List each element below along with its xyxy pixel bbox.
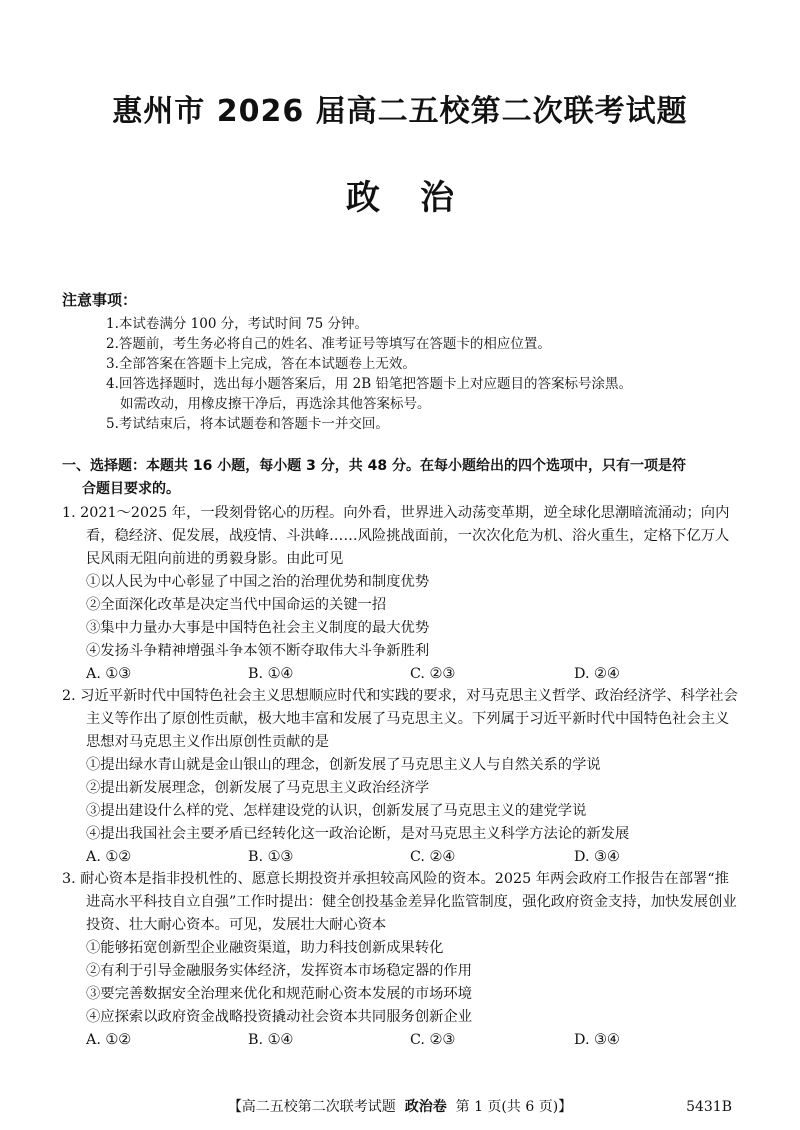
question-option: ④提出我国社会主要矛盾已经转化这一政治论断，是对马克思主义科学方法论的新发展 — [86, 826, 630, 842]
choice-a: A. ①② — [86, 1032, 132, 1048]
exam-title: 惠州市 2026 届高二五校第二次联考试题 — [112, 94, 688, 129]
question-option: ②有利于引导金融服务实体经济，发挥资本市场稳定器的作用 — [86, 963, 473, 979]
question-option: ①以人民为中心彰显了中国之治的治理优势和制度优势 — [86, 574, 430, 590]
choice-b: B. ①④ — [248, 1032, 294, 1048]
choice-a: A. ①③ — [86, 666, 132, 682]
section-heading-line1: 一、选择题：本题共 16 小题，每小题 3 分，共 48 分。在每小题给出的四个选项中，只有一项是符 — [62, 458, 686, 474]
answer-choices — [62, 1029, 742, 1052]
answer-choices — [62, 663, 742, 686]
choice-c: C. ②③ — [410, 666, 456, 682]
answer-choices — [62, 846, 742, 869]
choice-d: D. ③④ — [574, 1032, 620, 1048]
question-stem: 2. 习近平新时代中国特色社会主义思想顺应时代和实践的要求，对马克思主义哲学、政治经济学、科学社会主义等作出了原创性贡献，极大地丰富和发展了马克思主义。下列属于习近平新时代中国特色社会主义思想对马克思主义作出原创性贡献的是 — [62, 688, 738, 750]
question-option: ③集中力量办大事是中国特色社会主义制度的最大优势 — [86, 620, 430, 636]
notice-heading: 注意事项： — [62, 291, 138, 309]
notice-item: 3.全部答案在答题卡上完成，答在本试题卷上无效。 — [106, 356, 416, 372]
footer-subject: 政治卷 — [404, 1099, 447, 1115]
notice-item: 2.答题前，考生务必将自己的姓名、准考证号等填写在答题卡的相应位置。 — [106, 336, 551, 352]
question-stem: 1. 2021～2025 年，一段刻骨铭心的历程。向外看，世界进入动荡变革期，逆全球化思潮暗流涌动；向内看，稳经济、促发展，战疫情、斗洪峰……风险挑战面前，一次次化危为机、浴火重生，定格下亿万人民风雨无阻向前进的勇毅身影。由此可见 — [62, 505, 730, 567]
footer-paper-code: 5431B — [686, 1099, 732, 1115]
question-stem: 3. 耐心资本是指非投机性的、愿意长期投资并承担较高风险的资本。2025 年两会政府工作报告在部署“推进高水平科技自立自强”工作时提出：健全创投基金差异化监管制度，强化政府资金支持，加快发展创业投资、壮大耐心资本。可见，发展壮大耐心资本 — [62, 871, 737, 933]
notice-block — [62, 290, 762, 434]
question-3 — [62, 868, 742, 1052]
question-option: ④发扬斗争精神增强斗争本领不断夺取伟大斗争新胜利 — [86, 643, 430, 659]
notice-list — [106, 314, 762, 434]
choice-b: B. ①③ — [248, 849, 294, 865]
question-1 — [62, 502, 742, 686]
page-footer — [0, 1097, 800, 1117]
question-option: ②提出新发展理念，创新发展了马克思主义政治经济学 — [86, 780, 430, 796]
choice-a: A. ①② — [86, 849, 132, 865]
question-option: ①提出绿水青山就是金山银山的理念，创新发展了马克思主义人与自然关系的学说 — [86, 757, 601, 773]
footer-page-number: 第 1 页(共 6 页)】 — [455, 1099, 573, 1115]
choice-b: B. ①④ — [248, 666, 294, 682]
section-heading — [62, 455, 738, 501]
section-heading-line2: 合题目要求的。 — [82, 481, 180, 497]
question-option: ③要完善数据安全治理来优化和规范耐心资本发展的市场环境 — [86, 986, 473, 1002]
choice-d: D. ②④ — [574, 666, 620, 682]
question-option: ①能够拓宽创新型企业融资渠道，助力科技创新成果转化 — [86, 940, 444, 956]
question-option: ③提出建设什么样的党、怎样建设党的认识，创新发展了马克思主义的建党学说 — [86, 803, 587, 819]
subject-title: 政治 — [346, 178, 494, 218]
notice-item-continuation: 如需改动，用橡皮擦干净后，再选涂其他答案标号。 — [120, 396, 431, 412]
choice-c: C. ②④ — [410, 849, 456, 865]
choice-c: C. ②③ — [410, 1032, 456, 1048]
notice-item: 5.考试结束后，将本试题卷和答题卡一并交回。 — [106, 416, 389, 432]
footer-exam-name: 【高二五校第二次联考试题 — [227, 1099, 396, 1115]
notice-item: 1.本试卷满分 100 分，考试时间 75 分钟。 — [106, 316, 368, 332]
notice-item: 4.回答选择题时，选出每小题答案后，用 2B 铅笔把答题卡上对应题目的答案标号涂黑。 — [106, 376, 632, 392]
question-2 — [62, 685, 742, 869]
question-option: ②全面深化改革是决定当代中国命运的关键一招 — [86, 597, 387, 613]
choice-d: D. ③④ — [574, 849, 620, 865]
question-option: ④应探索以政府资金战略投资撬动社会资本共同服务创新企业 — [86, 1009, 473, 1025]
